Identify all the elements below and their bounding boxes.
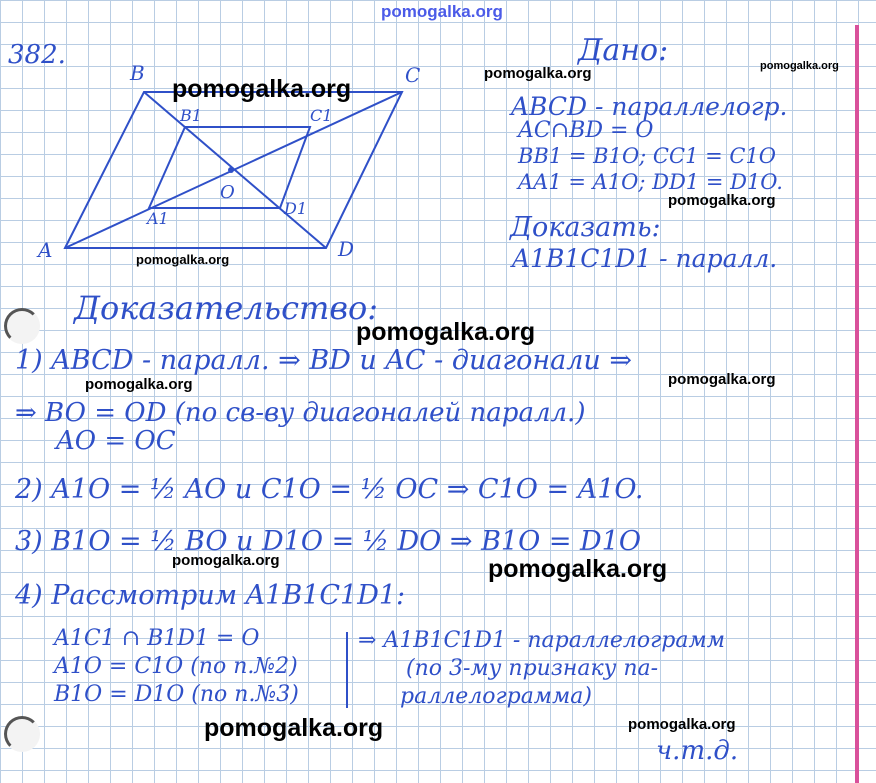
conclusion-line: раллелограмма): [400, 684, 592, 709]
conclusion-line: (по 3-му признаку па-: [406, 656, 659, 681]
problem-number: 382.: [8, 40, 66, 70]
given-line: ABCD - параллелогр.: [511, 92, 788, 121]
brace-line: [346, 632, 348, 708]
proof-step-1: 1) ABCD - паралл. ⇒ BD и AC - диагонали ⇒: [15, 345, 633, 376]
site-watermark: pomogalka.org: [628, 716, 736, 733]
given-line: BB1 = B1O; CC1 = C1O: [518, 144, 777, 168]
proof-step-4c: B1O = D1O (по п.№3): [54, 682, 299, 707]
site-watermark: pomogalka.org: [760, 60, 839, 72]
proof-step-1b: ⇒ BO = OD (по св-ву диагоналей паралл.): [15, 398, 586, 428]
vertex-d1: D1: [284, 199, 308, 218]
site-watermark: pomogalka.org: [668, 371, 776, 388]
given-header: Дано:: [578, 33, 669, 68]
site-watermark-top: pomogalka.org: [381, 2, 503, 21]
vertex-a: A: [38, 238, 53, 262]
proof-step-3: 3) B1O = ½ BO и D1O = ½ DO ⇒ B1O = D1O: [15, 526, 641, 557]
proof-step-4a: A1C1 ∩ B1D1 = O: [54, 626, 260, 651]
proof-step-4: 4) Рассмотрим A1B1C1D1:: [15, 580, 406, 611]
vertex-a1: A1: [147, 209, 169, 228]
proof-step-4b: A1O = C1O (по п.№2): [54, 654, 298, 679]
qed-mark: ч.т.д.: [656, 736, 739, 766]
given-line: AA1 = A1O; DD1 = D1O.: [518, 170, 783, 194]
proof-step-2: 2) A1O = ½ AO и C1O = ½ OC ⇒ C1O = A1O.: [15, 474, 644, 505]
site-watermark: pomogalka.org: [204, 714, 384, 742]
vertex-d: D: [338, 237, 355, 261]
site-watermark: pomogalka.org: [85, 376, 193, 393]
site-watermark: pomogalka.org: [172, 75, 352, 103]
site-watermark: pomogalka.org: [488, 555, 668, 583]
site-watermark: pomogalka.org: [356, 318, 536, 346]
diagonal-bd: [144, 92, 326, 248]
proof-step-1c: AO = OC: [56, 426, 176, 456]
site-watermark: pomogalka.org: [484, 65, 592, 82]
prove-line: A1B1C1D1 - паралл.: [512, 244, 778, 273]
conclusion-line: ⇒ A1B1C1D1 - параллелограмм: [358, 628, 725, 653]
center-point: [228, 167, 234, 173]
vertex-b: B: [130, 61, 145, 85]
center-o: O: [220, 182, 235, 203]
given-line: AC∩BD = O: [518, 118, 654, 143]
vertex-b1: B1: [180, 106, 202, 125]
prove-header: Доказать:: [510, 212, 661, 243]
site-watermark: pomogalka.org: [172, 552, 280, 569]
vertex-c: C: [405, 63, 421, 87]
site-watermark: pomogalka.org: [668, 192, 776, 209]
proof-header: Доказательство:: [74, 289, 379, 327]
vertex-c1: C1: [310, 106, 333, 125]
site-watermark: pomogalka.org: [136, 252, 230, 267]
